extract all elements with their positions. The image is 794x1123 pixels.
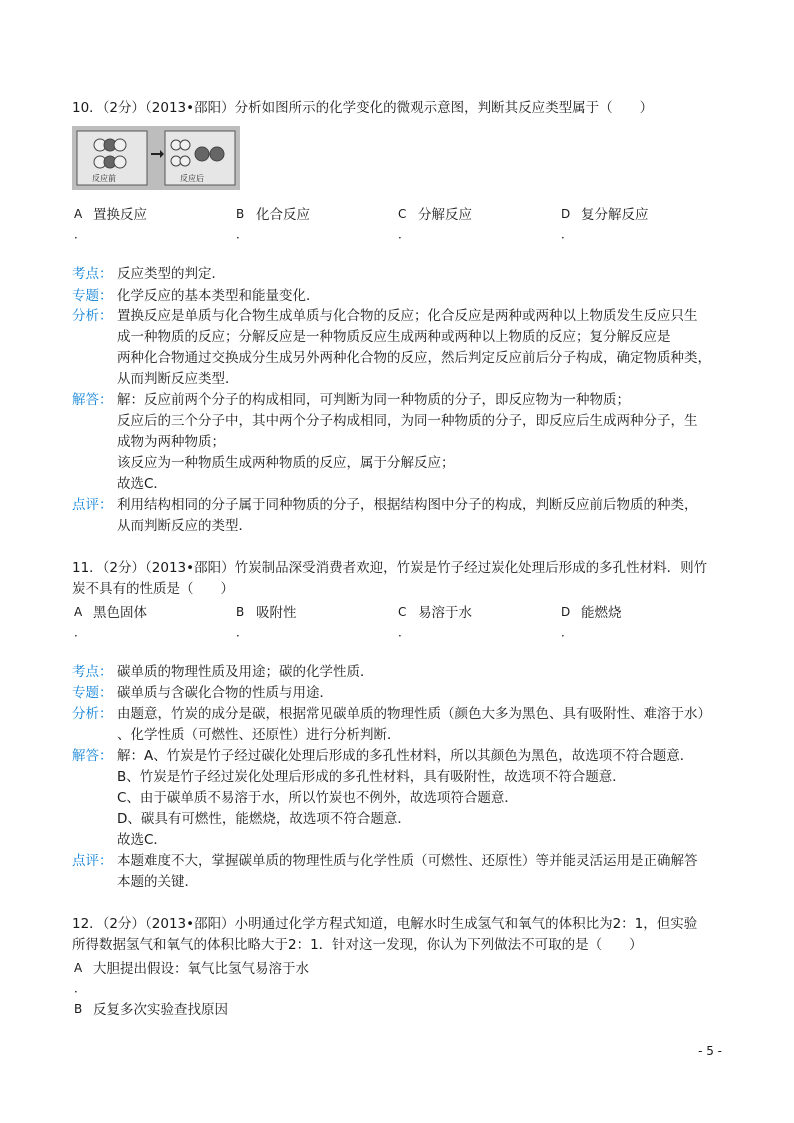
q10-stem: 10．（2分）（2013•邵阳）分析如图所示的化学变化的微观示意图，判断其反应类型属于（ ） [72,100,654,116]
q10-kaodian: 反应类型的判定． [117,266,225,282]
q10-zhuanti: 化学反应的基本类型和能量变化． [117,288,320,304]
q10-jieda-line: 反应后的三个分子中，其中两个分子构成相同，为同一种物质的分子，即反应后生成两种分子，生 [117,413,698,429]
q10-option-d-letter[interactable]: D [561,207,571,221]
q11-option-a-dot: ． [74,625,87,639]
reaction-diagram-image [72,126,240,190]
q11-jieda-line: B、竹炭是竹子经过炭化处理后形成的多孔性材料，具有吸附性，故选项不符合题意． [117,769,626,785]
diagram-before-label: 反应前 [92,174,116,183]
q10-option-b-dot: ． [236,227,249,241]
q11-option-d-text[interactable]: 能燃烧 [581,605,622,621]
q11-kaodian-label: 考点： [72,664,113,680]
q10-fenxi-line: 成一种物质的反应；分解反应是一种物质反应生成两种或两种以上物质的反应；复分解反应是 [117,329,671,345]
q10-option-c-dot: ． [398,227,411,241]
q11-stem-line: 炭不具有的性质是（ ） [72,581,234,597]
q11-jieda-line: D、碳具有可燃性，能燃烧，故选项不符合题意． [117,811,411,827]
q11-kaodian: 碳单质的物理性质及用途；碳的化学性质． [117,664,374,680]
q10-zhuanti-label: 专题： [72,288,113,304]
q11-option-d-letter[interactable]: D [561,605,571,619]
q10-option-d-text[interactable]: 复分解反应 [581,207,649,223]
q11-stem-line: 11．（2分）（2013•邵阳）竹炭制品深受消费者欢迎，竹炭是竹子经过炭化处理后形成的多孔性材料．则竹 [72,560,708,576]
q11-option-b-text[interactable]: 吸附性 [256,605,297,621]
q10-jieda-line: 该反应为一种物质生成两种物质的反应，属于分解反应； [117,455,455,471]
q10-option-a-letter[interactable]: A [74,207,83,221]
q11-zhuanti: 碳单质与含碳化合物的性质与用途． [117,685,333,701]
q11-option-b-letter[interactable]: B [236,605,245,619]
q11-option-a-text[interactable]: 黑色固体 [93,605,147,621]
q11-option-c-dot: ． [398,625,411,639]
reaction-diagram-svg [72,126,240,190]
q12-option-b-letter[interactable]: B [74,1002,83,1016]
q10-option-a-dot: ． [74,227,87,241]
page-number: - 5 - [698,1044,722,1058]
diagram-after-label: 反应后 [180,174,204,183]
q11-dianping-line: 本题的关键． [117,874,198,890]
q10-jieda-line: 解：反应前两个分子的构成相同，可判断为同一种物质的分子，即反应物为一种物质； [117,392,630,408]
q11-jieda-line: 解：A、竹炭是竹子经过碳化处理后形成的多孔性材料，所以其颜色为黑色，故选项不符合题意． [117,748,694,764]
q11-option-c-text[interactable]: 易溶于水 [418,605,472,621]
q12-stem-line: 所得数据氢气和氧气的体积比略大于2：1．针对这一发现，你认为下列做法不可取的是（ ） [72,937,643,953]
q10-dianping-line: 利用结构相同的分子属于同种物质的分子，根据结构图中分子的构成，判断反应前后物质的种类， [117,497,698,513]
q10-jieda-label: 解答： [72,392,113,408]
q10-option-c-text[interactable]: 分解反应 [418,207,472,223]
q10-option-d-dot: ． [561,227,574,241]
q11-fenxi-line: 由题意，竹炭的成分是碳，根据常见碳单质的物理性质（颜色大多为黑色、具有吸附性、难溶于水） [117,706,711,722]
q11-option-d-dot: ． [561,625,574,639]
q10-option-a-text[interactable]: 置换反应 [93,207,147,223]
q10-option-b-letter[interactable]: B [236,207,245,221]
q12-option-a-letter[interactable]: A [74,961,83,975]
q11-fenxi-label: 分析： [72,706,113,722]
q11-jieda-line: 故选C． [117,832,167,848]
q11-dianping-line: 本题难度不大，掌握碳单质的物理性质与化学性质（可燃性、还原性）等并能灵活运用是正确解答 [117,853,698,869]
q12-stem-line: 12．（2分）（2013•邵阳）小明通过化学方程式知道，电解水时生成氢气和氧气的体积比为2：1，但实验 [72,916,698,932]
q10-dianping-line: 从而判断反应的类型． [117,518,252,534]
q10-dianping-label: 点评： [72,497,113,513]
q11-jieda-label: 解答： [72,748,113,764]
q10-fenxi-line: 两种化合物通过交换成分生成另外两种化合物的反应，然后判定反应前后分子构成，确定物质种类， [117,350,711,366]
q10-option-c-letter[interactable]: C [398,207,407,221]
q11-zhuanti-label: 专题： [72,685,113,701]
q11-jieda-line: C、由于碳单质不易溶于水，所以竹炭也不例外，故选项符合题意． [117,790,518,806]
q10-jieda-line: 故选C． [117,476,167,492]
q10-fenxi-line: 置换反应是单质与化合物生成单质与化合物的反应；化合反应是两种或两种以上物质发生反应只生 [117,308,698,324]
q11-dianping-label: 点评： [72,853,113,869]
q12-option-b-text[interactable]: 反复多次实验查找原因 [93,1002,228,1018]
q10-jieda-line: 成物为两种物质； [117,434,225,450]
q11-option-a-letter[interactable]: A [74,605,83,619]
q10-fenxi-label: 分析： [72,308,113,324]
q11-option-c-letter[interactable]: C [398,605,407,619]
q12-option-a-text[interactable]: 大胆提出假设：氧气比氢气易溶于水 [93,961,309,977]
q11-fenxi-line: 、化学性质（可燃性、还原性）进行分析判断． [117,727,401,743]
q10-kaodian-label: 考点： [72,266,113,282]
q11-option-b-dot: ． [236,625,249,639]
q10-fenxi-line: 从而判断反应类型． [117,371,239,387]
q10-option-b-text[interactable]: 化合反应 [256,207,310,223]
q12-option-a-dot: ． [74,981,87,995]
